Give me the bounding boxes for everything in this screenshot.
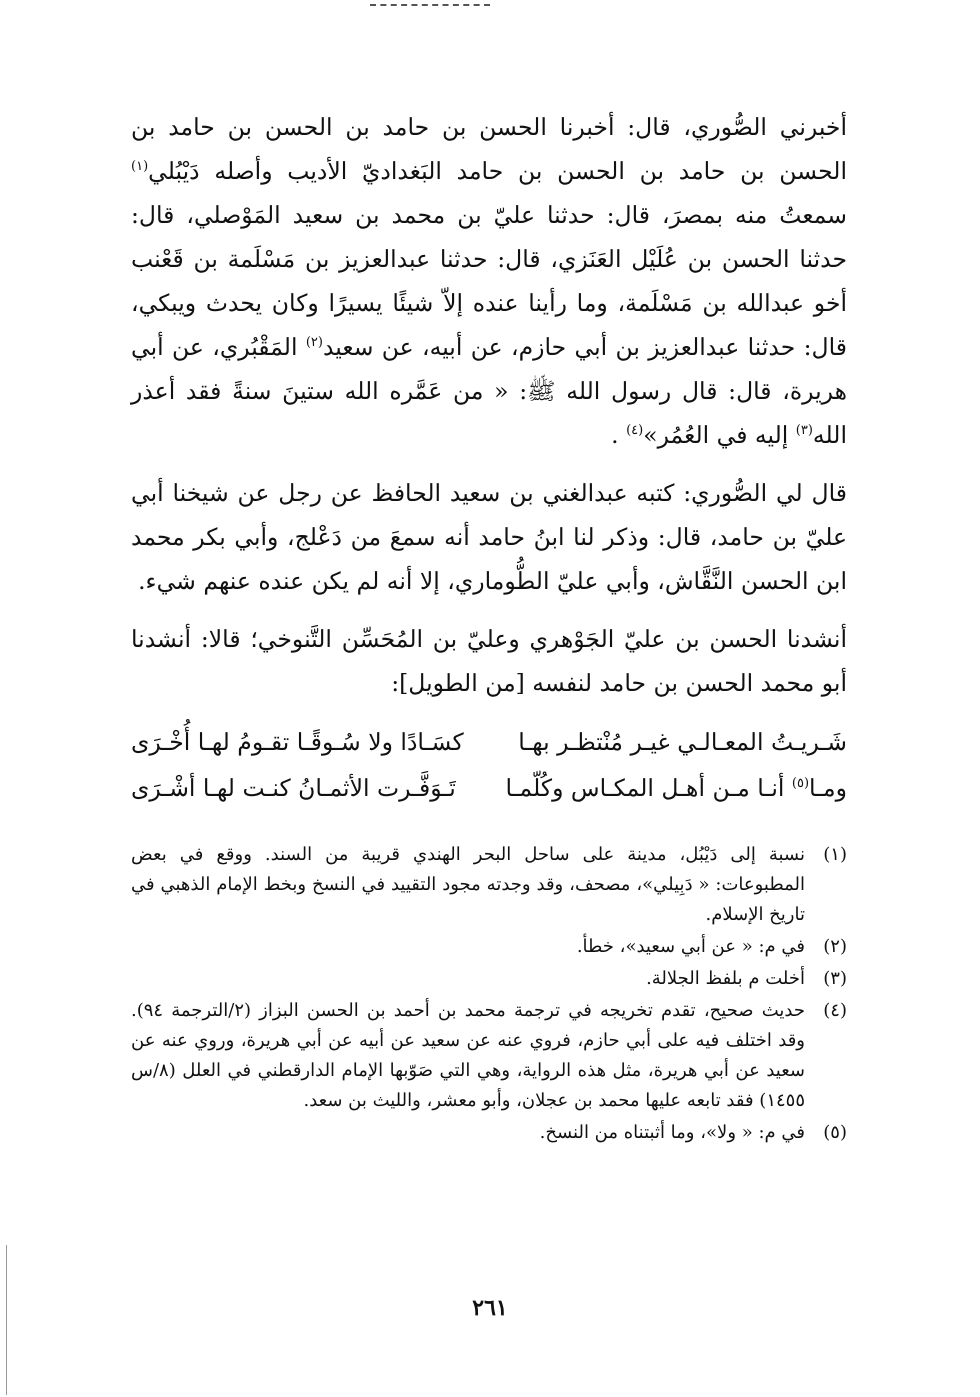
footnote-text: في م: « عن أبي سعيد»، خطأ. bbox=[576, 936, 805, 957]
paragraph-suri: قال لي الصُّوري: كتبه عبدالغني بن سعيد الحافظ عن رجل عن شيخنا أبي عليّ بن حامد، قال: وذكر لنا ابنُ حامد أنه سمعَ من دَعْلج، وأبي بكر محمد ابن الحسن النَّقَّاش، وأبي عليّ الطُّوماري، إلا أنه لم يكن عنده عنهم شيء. bbox=[131, 479, 847, 595]
footnote-ref-5[interactable]: (٥) bbox=[791, 776, 810, 792]
footnote-4 bbox=[131, 996, 847, 1116]
footnote-text: في م: « ولا»، وما أثبتناه من النسخ. bbox=[539, 1122, 805, 1143]
footnote-number: (٤) bbox=[823, 1000, 847, 1021]
poem bbox=[131, 719, 847, 811]
verse-1-second-hemistich: كسَـادًا ولا سُـوقًـا تقـومُ لهـا أُخْـرَى bbox=[131, 728, 464, 756]
verse-1 bbox=[131, 719, 847, 765]
verse-1-first-hemistich: شَـريـتُ المعـالـي غيـر مُنْتظـر بهـا bbox=[518, 728, 847, 756]
footnote-2 bbox=[131, 932, 847, 962]
footnote-5 bbox=[131, 1118, 847, 1148]
footnote-ref-1[interactable]: (١) bbox=[131, 159, 149, 175]
footnote-1 bbox=[131, 840, 847, 930]
footnote-number: (٢) bbox=[823, 936, 847, 957]
footnote-ref-2[interactable]: (٢) bbox=[305, 335, 323, 351]
footnote-3 bbox=[131, 964, 847, 994]
verse-2 bbox=[131, 765, 847, 811]
footnote-ref-4[interactable]: (٤) bbox=[626, 423, 644, 439]
footnote-ref-3[interactable]: (٣) bbox=[795, 423, 813, 439]
footnotes bbox=[131, 840, 847, 1150]
footnote-text: نسبة إلى دَيْبُل، مدينة على ساحل البحر الهندي قريبة من السند. ووقع في بعض المطبوعات: « دَبِيلي»، مصحف، وقد وجدته مجود التقييد في النسخ وبخط الإمام الذهبي في تاريخ الإسلام. bbox=[131, 844, 805, 925]
footnote-text: حديث صحيح، تقدم تخريجه في ترجمة محمد بن أحمد بن الحسن البزاز (٢/الترجمة ٩٤). وقد اختلف فيه على أبي حازم، فروي عنه عن سعيد عن أبيه عن أبي هريرة، وروي عنه عن سعيد عن أبي هريرة، مثل هذه الرواية، وهي التي صَوّبها الإمام الدارقطني في العلل (٨/س ١٤٥٥) فقد تابعه عليها محمد بن عجلان، وأبو معشر، والليث بن سعد. bbox=[131, 1000, 805, 1111]
verse-2-second-hemistich: تَـوَفَّـرت الأثمـانُ كنـت لهـا أشْـرَى bbox=[131, 774, 456, 802]
footnote-number: (٥) bbox=[823, 1122, 847, 1143]
top-rule bbox=[370, 4, 490, 6]
paragraph-hadith: أخبرني الصُّوري، قال: أخبرنا الحسن بن حامد بن الحسن بن حامد بن الحسن بن حامد بن الحسن بن حامد البَغداديّ الأديب وأصله دَيْبُلي$^{(١)}$ سمعتُ منه بمصرَ، قال: حدثنا عليّ بن محمد بن سعيد المَوْصلي، قال: حدثنا الحسن بن عُلَيْل العَنَزي، قال: حدثنا عبدالعزيز بن مَسْلَمة بن قَعْنب أخو عبدالله بن مَسْلَمة، وما رأينا عنده إلاّ شيئًا يسيرًا وكان يحدث ويبكي، قال: حدثنا عبدالعزيز بن أبي حازم، عن أبيه، عن سعيد$^{(٢)}$ المَقْبُري، عن أبي هريرة، قال: قال رسول الله ﷺ: « من عَمَّره الله ستينَ سنةً فقد أعذر الله$^{(٣)}$ إليه في العُمُر»$^{(٤)}$ . bbox=[131, 113, 847, 449]
main-text bbox=[131, 105, 847, 811]
footnote-number: (٣) bbox=[823, 968, 847, 989]
footnote-number: (١) bbox=[823, 844, 847, 865]
verse-2-first-hemistich: ومـا$^{(٥)}$ أنـا مـن أهـل المكـاس وكُلّمـا bbox=[505, 774, 847, 802]
page-number: ٢٦١ bbox=[472, 1295, 508, 1321]
paragraph-poem-intro: أنشدنا الحسن بن عليّ الجَوْهري وعليّ بن المُحَسِّن التَّنوخي؛ قالا: أنشدنا أبو محمد الحسن بن حامد لنفسه [من الطويل]: bbox=[131, 625, 847, 697]
footnote-text: أخلت م بلفظ الجلالة. bbox=[646, 968, 805, 989]
